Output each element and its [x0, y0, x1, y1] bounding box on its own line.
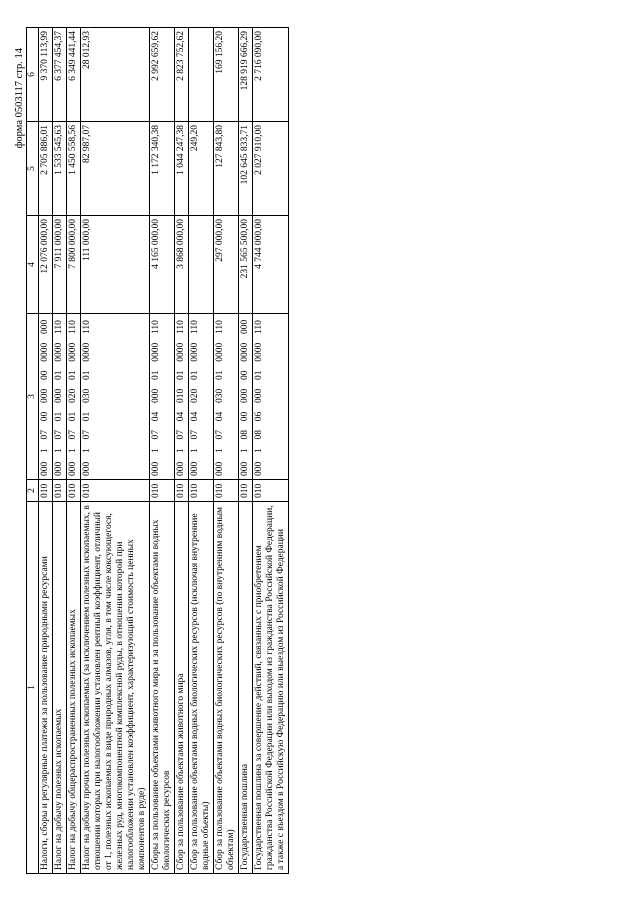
budget-class-code: 000 1 07 01 030 01 0000 110 [81, 314, 150, 480]
approved-amount: 12 076 000,00 [39, 216, 53, 314]
line-code: 010 [253, 480, 289, 502]
table-row [67, 28, 81, 874]
executed-amount: 1 533 545,63 [53, 122, 67, 216]
row-name: Налог на добычу общераспространенных полезных ископаемых [67, 502, 81, 874]
line-code: 010 [175, 480, 189, 502]
executed-amount: 127 843,80 [214, 122, 239, 216]
approved-amount: 111 000,00 [81, 216, 150, 314]
row-name: Сбор за пользование объектами водных биологических ресурсов (по внутренним водным объектам) [214, 502, 239, 874]
row-name: Налог на добычу прочих полезных ископаемых (за исключением полезных ископаемых, в отношении которых при налогообложении установлен рентный коэффициент, отличный от 1, полезных ископаемых в виде природных алмазов, угля, в том числе коксующегося, железных руд, многокомпонентной комплексной руды, в отношении которой при налогообложении установлен коэффициент, характеризующий стоимость ценных компонентов в руде) [81, 502, 150, 874]
approved-amount: 4 165 000,00 [150, 216, 175, 314]
unexecuted-amount: 128 919 666,29 [239, 28, 253, 122]
executed-amount: 2 027 910,00 [253, 122, 289, 216]
table-row [189, 28, 214, 874]
budget-class-code: 000 1 08 00 000 00 0000 000 [239, 314, 253, 480]
approved-amount: 231 565 500,00 [239, 216, 253, 314]
unexecuted-amount: 6 349 441,44 [67, 28, 81, 122]
line-code: 010 [214, 480, 239, 502]
executed-amount: 2 705 886,01 [39, 122, 53, 216]
executed-amount: 1 450 558,56 [67, 122, 81, 216]
budget-class-code: 000 1 07 00 000 00 0000 000 [39, 314, 53, 480]
line-code: 010 [53, 480, 67, 502]
unexecuted-amount [189, 28, 214, 122]
budget-class-code: 000 1 07 01 000 01 0000 110 [53, 314, 67, 480]
row-name: Сбор за пользование объектами животного мира [175, 502, 189, 874]
row-name: Государственная пошлина за совершение действий, связанных с приобретением гражданства Российской Федерации или выходом из гражданства Российской Федерации, а также с въездом в Российскую Федерацию или выездом из Российской Федерации [253, 502, 289, 874]
line-code: 010 [239, 480, 253, 502]
budget-class-code: 000 1 07 04 020 01 0000 110 [189, 314, 214, 480]
column-header-row [27, 28, 39, 874]
column-header: 4 [27, 216, 39, 314]
column-header: 6 [27, 28, 39, 122]
unexecuted-amount: 169 156,20 [214, 28, 239, 122]
approved-amount: 3 868 000,00 [175, 216, 189, 314]
line-code: 010 [81, 480, 150, 502]
approved-amount: 297 000,00 [214, 216, 239, 314]
column-header: 2 [27, 480, 39, 502]
executed-amount: 102 645 833,71 [239, 122, 253, 216]
column-header: 5 [27, 122, 39, 216]
unexecuted-amount: 2 716 090,00 [253, 28, 289, 122]
budget-class-code: 000 1 07 01 020 01 0000 110 [67, 314, 81, 480]
table-row [175, 28, 189, 874]
executed-amount: 1 172 340,38 [150, 122, 175, 216]
column-header: 3 [27, 314, 39, 480]
row-name: Сборы за пользование объектами животного мира и за пользование объектами водных биологических ресурсов [150, 502, 175, 874]
line-code: 010 [67, 480, 81, 502]
table-row [150, 28, 175, 874]
line-code: 010 [150, 480, 175, 502]
unexecuted-amount: 2 823 752,62 [175, 28, 189, 122]
budget-class-code: 000 1 07 04 030 01 0000 110 [214, 314, 239, 480]
table-row [81, 28, 150, 874]
executed-amount: 1 044 247,38 [175, 122, 189, 216]
row-name: Налоги, сборы и регулярные платежи за пользование природными ресурсами [39, 502, 53, 874]
line-code: 010 [39, 480, 53, 502]
approved-amount [189, 216, 214, 314]
executed-amount: 82 987,07 [81, 122, 150, 216]
approved-amount: 4 744 000,00 [253, 216, 289, 314]
budget-class-code: 000 1 07 04 000 01 0000 110 [150, 314, 175, 480]
table-row [253, 28, 289, 874]
form-label: форма 0503117 стр. 14 [14, 48, 25, 149]
approved-amount: 7 911 000,00 [53, 216, 67, 314]
unexecuted-amount: 9 370 113,99 [39, 28, 53, 122]
unexecuted-amount: 28 012,93 [81, 28, 150, 122]
column-header: 1 [27, 502, 39, 874]
table-row [53, 28, 67, 874]
approved-amount: 7 800 000,00 [67, 216, 81, 314]
unexecuted-amount: 2 992 659,62 [150, 28, 175, 122]
table-row [239, 28, 253, 874]
table-row [214, 28, 239, 874]
budget-class-code: 000 1 07 04 010 01 0000 110 [175, 314, 189, 480]
table-row [39, 28, 53, 874]
budget-class-code: 000 1 08 06 000 01 0000 110 [253, 314, 289, 480]
executed-amount: 249,20 [189, 122, 214, 216]
row-name: Налог на добычу полезных ископаемых [53, 502, 67, 874]
revenue-table [26, 27, 289, 874]
line-code: 010 [189, 480, 214, 502]
unexecuted-amount: 6 377 454,37 [53, 28, 67, 122]
row-name: Государственная пошлина [239, 502, 253, 874]
row-name: Сбор за пользование объектами водных биологических ресурсов (исключая внутренние водные объекты) [189, 502, 214, 874]
